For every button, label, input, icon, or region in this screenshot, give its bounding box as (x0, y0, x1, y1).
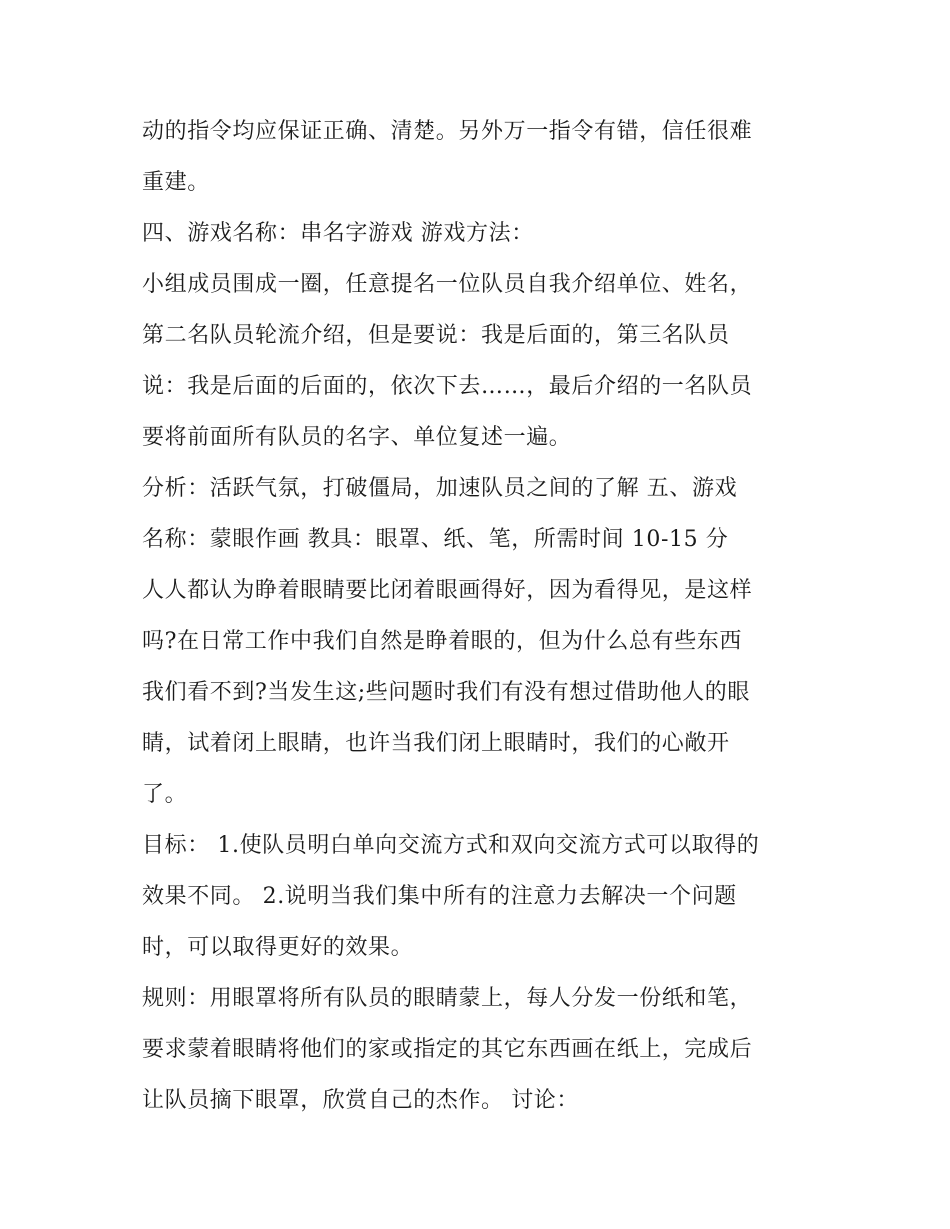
text-line: 效果不同。 2.说明当我们集中所有的注意力去解决一个问题 (142, 884, 737, 909)
text-line: 吗?在日常工作中我们自然是睁着眼的，但为什么总有些东西 (142, 629, 742, 654)
text-line: 人人都认为睁着眼睛要比闭着眼画得好，因为看得见，是这样 (142, 578, 753, 603)
text-line: 让队员摘下眼罩，欣赏自己的杰作。 讨论： (142, 1088, 579, 1113)
text-line: 我们看不到?当发生这;些问题时我们有没有想过借助他人的眼 (142, 680, 751, 705)
text-line: 第二名队员轮流介绍，但是要说：我是后面的，第三名队员 (142, 323, 730, 348)
text-line: 了。 (142, 782, 188, 807)
document-body (142, 106, 822, 1126)
text-line: 睛，试着闭上眼睛，也许当我们闭上眼睛时，我们的心敞开 (142, 731, 730, 756)
text-line: 要求蒙着眼睛将他们的家或指定的其它东西画在纸上，完成后 (142, 1037, 753, 1062)
text-line: 重建。 (142, 170, 210, 195)
text-line: 说：我是后面的后面的，依次下去……，最后介绍的一名队员 (142, 374, 753, 399)
text-line: 分析：活跃气氛，打破僵局，加速队员之间的了解 五、游戏 (142, 476, 738, 501)
text-line: 时，可以取得更好的效果。 (142, 935, 414, 960)
text-line: 目标： 1.使队员明白单向交流方式和双向交流方式可以取得的 (142, 833, 760, 858)
text-line: 小组成员围成一圈，任意提名一位队员自我介绍单位、姓名， (142, 272, 753, 297)
text-line: 动的指令均应保证正确、清楚。另外万一指令有错，信任很难 (142, 119, 753, 144)
text-line: 规则：用眼罩将所有队员的眼睛蒙上，每人分发一份纸和笔， (142, 986, 753, 1011)
text-line: 要将前面所有队员的名字、单位复述一遍。 (142, 425, 572, 450)
text-line: 名称：蒙眼作画 教具：眼罩、纸、笔，所需时间 10-15 分 (142, 527, 729, 552)
section-heading-line: 四、游戏名称：串名字游戏 游戏方法： (142, 221, 534, 246)
